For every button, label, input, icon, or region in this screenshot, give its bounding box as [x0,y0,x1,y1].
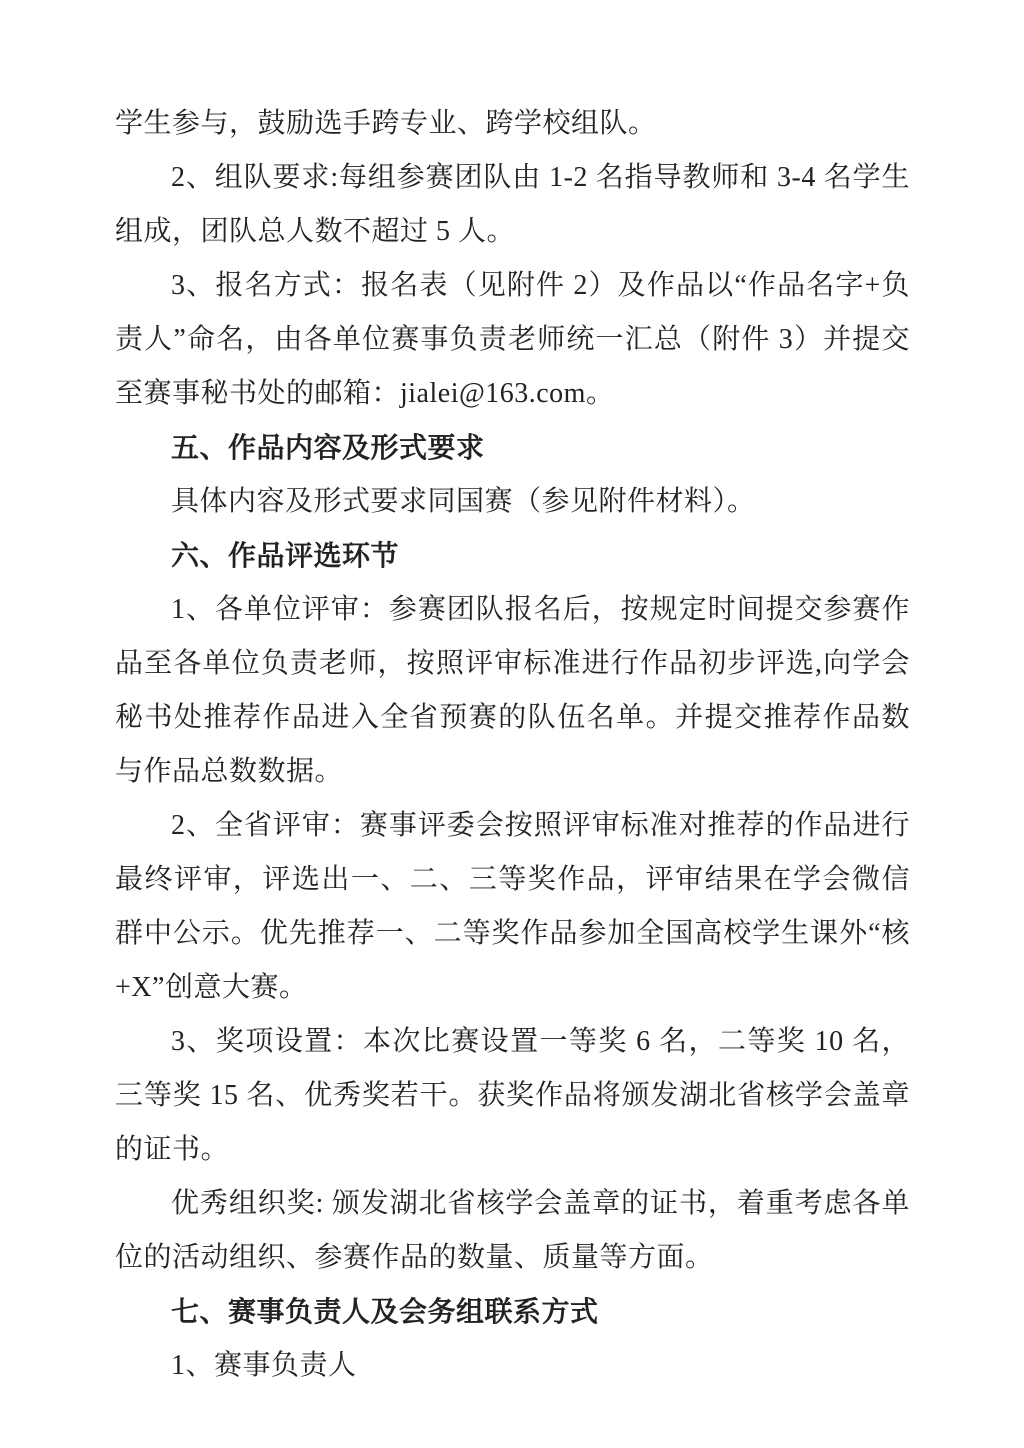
document-text-body [115,97,910,1393]
heading-section-5-content-and-format-requirements: 五、作品内容及形式要求 [171,432,485,463]
paragraph-award-settings: 3、奖项设置：本次比赛设置一等奖 6 名，二等奖 10 名，三等奖 15 名、优秀奖若干。获奖作品将颁发湖北省核学会盖章的证书。 [115,1026,910,1165]
paragraph-student-participation-continuation: 学生参与，鼓励选手跨专业、跨学校组队。 [115,108,657,139]
paragraph-provincial-review: 2、全省评审：赛事评委会按照评审标准对推荐的作品进行最终评审，评选出一、二、三等奖作品，评审结果在学会微信群中公示。优先推荐一、二等奖作品参加全国高校学生课外“核+X”创意大赛。 [115,810,910,1003]
heading-section-6-work-selection-process: 六、作品评选环节 [171,540,400,571]
heading-section-7-contact-information: 七、赛事负责人及会务组联系方式 [171,1296,599,1327]
paragraph-event-leader: 1、赛事负责人 [171,1350,357,1381]
paragraph-team-requirements: 2、组队要求:每组参赛团队由 1-2 名指导教师和 3-4 名学生组成，团队总人数不超过 5 人。 [115,162,910,247]
paragraph-registration-method: 3、报名方式：报名表（见附件 2）及作品以“作品名字+负责人”命名，由各单位赛事负责老师统一汇总（附件 3）并提交至赛事秘书处的邮箱：jialei@163.com。 [115,270,910,409]
paragraph-unit-level-review: 1、各单位评审：参赛团队报名后，按规定时间提交参赛作品至各单位负责老师，按照评审标准进行作品初步评选,向学会秘书处推荐作品进入全省预赛的队伍名单。并提交推荐作品数与作品总数数据。 [115,594,910,787]
paragraph-same-as-national-contest: 具体内容及形式要求同国赛（参见附件材料）。 [171,486,756,517]
paragraph-excellent-organization-award: 优秀组织奖: 颁发湖北省核学会盖章的证书，着重考虑各单位的活动组织、参赛作品的数量、质量等方面。 [115,1188,910,1273]
